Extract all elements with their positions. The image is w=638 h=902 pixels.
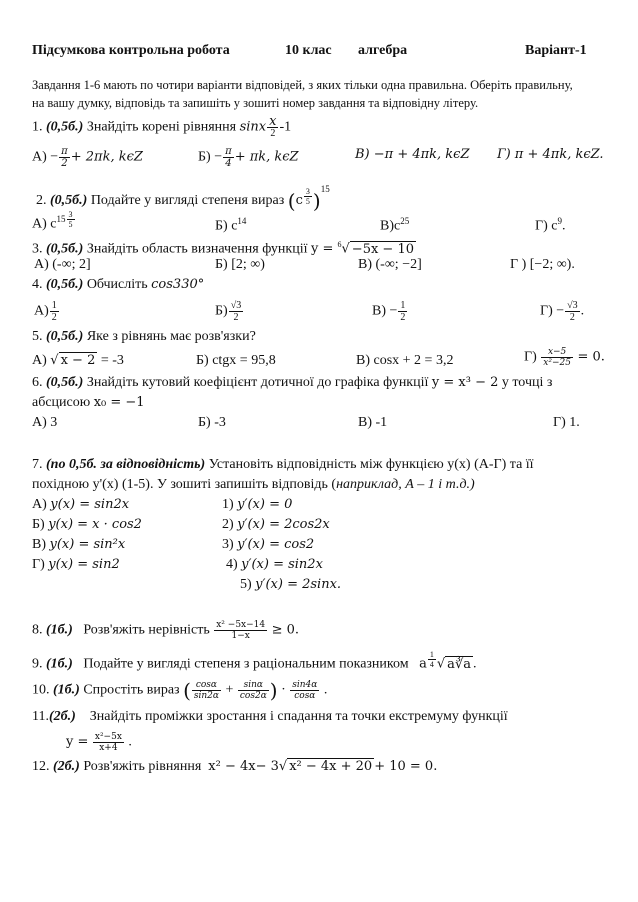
q4-points: (0,5б.) bbox=[46, 277, 84, 292]
q2-option-a-frac bbox=[67, 210, 75, 229]
q10-paren-open: ( bbox=[183, 678, 191, 703]
q1-option-b-frac-num: π bbox=[225, 146, 232, 157]
q2-paren-open: ( bbox=[287, 188, 296, 213]
q2-option-d-exp: 9 bbox=[557, 216, 562, 226]
q4-option-a bbox=[34, 300, 60, 323]
q4-option-c-label: В) − bbox=[372, 303, 398, 319]
q12-number: 12. bbox=[32, 759, 50, 774]
q3-root-index: 6 bbox=[337, 240, 342, 249]
q7-right-3-expr: y′(x) = cos2 bbox=[237, 537, 315, 552]
q7-left-d-label: Г) bbox=[32, 557, 45, 572]
q4-option-a-label: А) bbox=[34, 303, 49, 319]
q3-radical-sign: √ bbox=[341, 241, 350, 257]
q7-right-4-label: 4) bbox=[226, 557, 238, 572]
instructions-line1: Завдання 1-6 мають по чотири варіанти відповідей, з яких тільки одна правильна. Оберіть правильну, bbox=[32, 78, 573, 92]
q12-eq-a: x² − 4x− 3 bbox=[208, 759, 279, 774]
q9-expr-frac-num: 1 bbox=[429, 650, 434, 660]
q1-option-a-frac bbox=[59, 146, 70, 169]
q7-right-3 bbox=[222, 536, 314, 554]
q1-option-a-frac-num: π bbox=[61, 146, 68, 157]
q3-option-b: Б) [2; ∞) bbox=[215, 257, 265, 272]
q4-option-a-frac-den: 2 bbox=[51, 312, 57, 323]
q10-frac3-num: sin4α bbox=[292, 680, 318, 690]
q7-right-5 bbox=[240, 576, 341, 594]
q1-points: (0,5б.) bbox=[46, 119, 84, 135]
q7-right-2 bbox=[222, 516, 330, 534]
q7-left-b-label: Б) bbox=[32, 517, 45, 532]
q7-left-a bbox=[32, 496, 129, 514]
q7-left-a-expr: y(x) = sin2x bbox=[50, 497, 130, 512]
q7-left-c-label: В) bbox=[32, 537, 46, 552]
q4-option-d-label: Г) − bbox=[540, 303, 565, 319]
q3-option-c: В) (-∞; −2] bbox=[358, 257, 422, 272]
q8-frac bbox=[214, 620, 267, 641]
q1-stem bbox=[32, 116, 291, 139]
q6-text2: у точці з bbox=[501, 375, 553, 390]
q4-option-b-frac-num: √3 bbox=[230, 300, 242, 311]
q1-option-a-frac-den: 2 bbox=[61, 158, 68, 169]
q2-paren-close: ) bbox=[312, 188, 321, 213]
q2-text: Подайте у вигляді степеня вираз bbox=[90, 193, 285, 208]
q8-number: 8. bbox=[32, 622, 43, 638]
q5-option-d-frac-num: x−5 bbox=[541, 347, 573, 358]
q2-inner-exp bbox=[304, 187, 312, 206]
q7-right-2-expr: y′(x) = 2cos2x bbox=[237, 517, 330, 532]
q12-radicand: x² − 4x + 20 bbox=[289, 759, 373, 774]
q6-x0: x₀ = −1 bbox=[93, 395, 145, 410]
q10-number: 10. bbox=[32, 682, 50, 698]
q11-frac-num: x²−5x bbox=[94, 732, 122, 742]
q6-fn: y = x³ − 2 bbox=[431, 375, 499, 390]
q9-expr-frac-den: 4 bbox=[429, 660, 434, 670]
variant: Варіант-1 bbox=[525, 43, 587, 58]
q7-number: 7. bbox=[32, 457, 43, 472]
doc-title: Підсумкова контрольна робота bbox=[32, 43, 230, 58]
q6-points: (0,5б.) bbox=[46, 375, 84, 390]
q2-number: 2. bbox=[36, 193, 47, 208]
q4-option-b-frac bbox=[229, 300, 244, 323]
q5-option-d-rest: = 0. bbox=[577, 349, 605, 365]
q4-number: 4. bbox=[32, 277, 43, 292]
q6-stem-line2 bbox=[32, 394, 145, 412]
q10-frac1-num: cosα bbox=[192, 680, 221, 691]
q7-right-1 bbox=[222, 496, 292, 514]
q11-stem bbox=[32, 708, 508, 726]
q4-stem bbox=[32, 276, 204, 294]
q1-option-b-frac bbox=[223, 146, 234, 169]
q7-right-5-expr: y′(x) = 2sinx. bbox=[255, 577, 342, 592]
q3-number: 3. bbox=[32, 241, 43, 257]
q7-right-3-label: 3) bbox=[222, 537, 234, 552]
q4-option-c-frac bbox=[398, 300, 407, 323]
q4-option-a-frac-num: 1 bbox=[51, 300, 57, 311]
q11-points: (2б.) bbox=[48, 709, 76, 724]
q1-eq-frac-den: 2 bbox=[270, 128, 276, 139]
q3-text: Знайдіть область визначення функції bbox=[86, 241, 308, 257]
q7-left-b-expr: y(x) = x · cos2 bbox=[48, 517, 142, 532]
q5-option-d-frac bbox=[541, 347, 573, 368]
q1-option-b-rest: + πk, kϵZ bbox=[234, 149, 299, 165]
q7-points: (по 0,5б. за відповідність) bbox=[46, 457, 206, 472]
q7-stem bbox=[32, 456, 534, 474]
q5-option-c: В) cosx + 2 = 3,2 bbox=[356, 353, 454, 368]
q2-option-a-label: А) c bbox=[32, 216, 57, 232]
q2-option-a-frac-num: 3 bbox=[68, 210, 73, 220]
q11-frac bbox=[93, 732, 124, 753]
q12-radical: √ bbox=[278, 759, 288, 774]
q2-inner-exp-den: 5 bbox=[305, 196, 310, 206]
q11-fn: y = bbox=[66, 734, 89, 750]
q9-radical: √ bbox=[436, 656, 446, 672]
q9-radicand: a∛a bbox=[447, 656, 471, 672]
q5-option-a-radicand: x − 2 bbox=[60, 353, 96, 368]
q8-rest: ≥ 0. bbox=[271, 622, 300, 638]
grade: 10 клас bbox=[285, 43, 332, 58]
q5-stem bbox=[32, 328, 256, 346]
q9-stem bbox=[32, 650, 476, 674]
q7-right-1-label: 1) bbox=[222, 497, 234, 512]
q2-option-b bbox=[215, 212, 246, 236]
q9-text: Подайте у вигляді степеня з раціональним показником bbox=[83, 656, 409, 672]
q5-number: 5. bbox=[32, 329, 43, 344]
q1-option-b bbox=[198, 146, 299, 169]
q11-function bbox=[66, 732, 132, 753]
q6-option-b: Б) -3 bbox=[198, 415, 226, 430]
q2-option-a-frac-den: 5 bbox=[68, 220, 73, 230]
q4-option-c bbox=[372, 300, 408, 323]
q12-points: (2б.) bbox=[53, 759, 80, 774]
q4-expr: cos330° bbox=[151, 277, 205, 292]
q2-option-a-exp: 15 bbox=[56, 214, 66, 224]
q2-option-d bbox=[535, 212, 565, 236]
q2-base: c bbox=[295, 193, 303, 208]
q4-option-d bbox=[540, 300, 584, 323]
q8-frac-den: 1−x bbox=[231, 631, 250, 641]
q7-left-c-expr: y(x) = sin²x bbox=[49, 537, 126, 552]
q5-option-d-frac-den: x²−25 bbox=[543, 358, 571, 368]
q2-option-c-exp: 25 bbox=[400, 216, 410, 226]
q10-text: Спростіть вираз bbox=[83, 682, 180, 698]
q7-left-d-expr: y(x) = sin2 bbox=[48, 557, 120, 572]
q5-points: (0,5б.) bbox=[46, 329, 84, 344]
q5-option-a bbox=[32, 352, 124, 370]
q4-option-d-end: . bbox=[580, 303, 585, 319]
q11-text: Знайдіть проміжки зростання і спадання та точки екстремуму функції bbox=[89, 709, 508, 724]
q1-text: Знайдіть корені рівняння bbox=[86, 119, 237, 135]
q1-option-a bbox=[32, 146, 143, 169]
q7-text: Установіть відповідність між функцією у(х) (А-Г) та її bbox=[208, 457, 534, 472]
q12-eq-b: + 10 = 0. bbox=[374, 759, 438, 774]
q9-points: (1б.) bbox=[46, 656, 73, 672]
q1-option-b-label: Б) − bbox=[198, 149, 223, 165]
q6-text: Знайдіть кутовий коефіцієнт дотичної до графіка функції bbox=[86, 375, 429, 390]
q6-line2-text: абсцисою bbox=[32, 395, 91, 410]
q4-text: Обчисліть bbox=[86, 277, 148, 292]
q3-option-a: А) (-∞; 2] bbox=[34, 257, 91, 272]
q3-fn: y = bbox=[310, 241, 338, 257]
q10-end: . bbox=[323, 682, 328, 698]
q4-option-d-frac-den: 2 bbox=[569, 312, 575, 323]
q11-frac-den: x+4 bbox=[99, 743, 118, 753]
q10-frac3 bbox=[290, 680, 319, 701]
q6-stem bbox=[32, 374, 552, 392]
q2-option-c bbox=[380, 212, 409, 236]
q1-eq-lhs: sinx bbox=[239, 119, 267, 135]
q5-option-a-radical: √ bbox=[50, 353, 59, 368]
q4-option-a-frac bbox=[50, 300, 59, 323]
q2-option-a bbox=[32, 210, 76, 234]
q8-frac-num: x² −5x−14 bbox=[216, 620, 266, 630]
q11-end: . bbox=[128, 734, 132, 750]
q9-number: 9. bbox=[32, 656, 43, 672]
q6-option-a: А) 3 bbox=[32, 415, 58, 430]
q1-option-a-rest: + 2πk, kϵZ bbox=[70, 149, 143, 165]
q10-frac2-num: sinα bbox=[238, 680, 269, 691]
q4-option-d-frac bbox=[565, 300, 580, 323]
q7-line2-text: похідною у'(х) (1-5). У зошиті запишіть відповідь ( bbox=[32, 477, 337, 492]
q5-option-d-label: Г) bbox=[524, 349, 537, 365]
q8-stem bbox=[32, 620, 299, 641]
q2-option-d-end: . bbox=[561, 218, 566, 234]
q5-option-a-rest: = -3 bbox=[97, 353, 124, 368]
q3-option-d: Г ) [−2; ∞). bbox=[510, 257, 575, 272]
q1-eq-rhs: -1 bbox=[279, 119, 292, 135]
q4-option-b-frac-den: 2 bbox=[233, 312, 239, 323]
q7-left-c bbox=[32, 536, 125, 554]
q10-stem: 10. (1б.) Спростіть вираз ( $\frac{\cos\alpha}{\sin 2\alpha}$ + $\frac{\sin\alpha}{\cos 2\alpha}$ ) · $\frac{\sin 4\alpha}{\cos\alpha}$ . bbox=[32, 678, 328, 703]
q1-option-d: Г) π + 4πk, kϵZ. bbox=[497, 147, 604, 162]
q7-right-5-label: 5) bbox=[240, 577, 252, 592]
q3-points: (0,5б.) bbox=[46, 241, 84, 257]
q1-eq-frac-num: x bbox=[269, 114, 277, 129]
q4-option-d-frac-num: √3 bbox=[567, 300, 578, 311]
q2-stem bbox=[36, 180, 330, 213]
q1-option-a-label: А) − bbox=[32, 149, 59, 165]
q4-option-c-frac-num: 1 bbox=[400, 300, 406, 311]
q1-eq-frac bbox=[267, 116, 278, 139]
q1-number: 1. bbox=[32, 119, 43, 135]
q1-option-b-frac-den: 4 bbox=[225, 158, 232, 169]
q2-option-c-label: В)c bbox=[380, 218, 401, 234]
q4-option-b bbox=[215, 300, 244, 323]
q8-text: Розв'яжіть нерівність bbox=[83, 622, 210, 638]
q2-inner-exp-num: 3 bbox=[305, 186, 310, 196]
q9-expr-base: a bbox=[419, 656, 427, 672]
q10-frac1 bbox=[192, 680, 221, 701]
q10-frac1-den: sin2α bbox=[193, 691, 219, 701]
q7-right-1-expr: y′(x) = 0 bbox=[237, 497, 293, 512]
q12-text: Розв'яжіть рівняння bbox=[83, 759, 202, 774]
q10-frac2 bbox=[238, 680, 269, 701]
q5-text: Яке з рівнянь має розв'язки? bbox=[86, 329, 256, 344]
q7-line2-example: наприклад, А – 1 і т.д.) bbox=[336, 477, 475, 492]
q6-option-d: Г) 1. bbox=[553, 415, 580, 430]
q9-expr-frac bbox=[428, 650, 436, 669]
q9-end: . bbox=[472, 656, 477, 672]
q2-option-b-exp: 14 bbox=[237, 216, 247, 226]
q7-right-4-expr: y′(x) = sin2x bbox=[241, 557, 323, 572]
q7-stem-line2 bbox=[32, 476, 475, 494]
q7-left-a-label: А) bbox=[32, 497, 47, 512]
q7-right-4 bbox=[226, 556, 323, 574]
q4-option-b-label: Б) bbox=[215, 303, 228, 319]
q7-right-2-label: 2) bbox=[222, 517, 234, 532]
q5-option-a-label: А) bbox=[32, 353, 47, 368]
q4-option-c-frac-den: 2 bbox=[400, 312, 406, 323]
q6-option-c: В) -1 bbox=[358, 415, 388, 430]
q10-frac2-den: cos2α bbox=[239, 691, 267, 701]
q1-option-c: В) −π + 4πk, kϵZ bbox=[355, 147, 470, 162]
q7-left-b bbox=[32, 516, 142, 534]
q5-option-b: Б) ctgx = 95,8 bbox=[196, 353, 276, 368]
q10-points: (1б.) bbox=[53, 682, 80, 698]
instructions-line2: на вашу думку, відповідь та запишіть у зошиті номер завдання та відповідну літеру. bbox=[32, 96, 479, 110]
q5-option-d bbox=[524, 347, 605, 368]
q2-outer-exp: 15 bbox=[320, 184, 330, 194]
q11-number: 11. bbox=[32, 709, 49, 724]
q2-option-b-label: Б) c bbox=[215, 218, 238, 234]
q10-paren-close: ) bbox=[269, 678, 278, 703]
q8-points: (1б.) bbox=[46, 622, 73, 638]
q6-number: 6. bbox=[32, 375, 43, 390]
q10-frac3-den: cosα bbox=[294, 691, 316, 701]
q2-points: (0,5б.) bbox=[50, 193, 88, 208]
q3-radicand: −5x − 10 bbox=[351, 241, 414, 257]
subject: алгебра bbox=[358, 43, 408, 58]
q12-stem bbox=[32, 758, 437, 776]
q2-option-d-label: Г) c bbox=[535, 218, 558, 234]
q7-left-d bbox=[32, 556, 120, 574]
